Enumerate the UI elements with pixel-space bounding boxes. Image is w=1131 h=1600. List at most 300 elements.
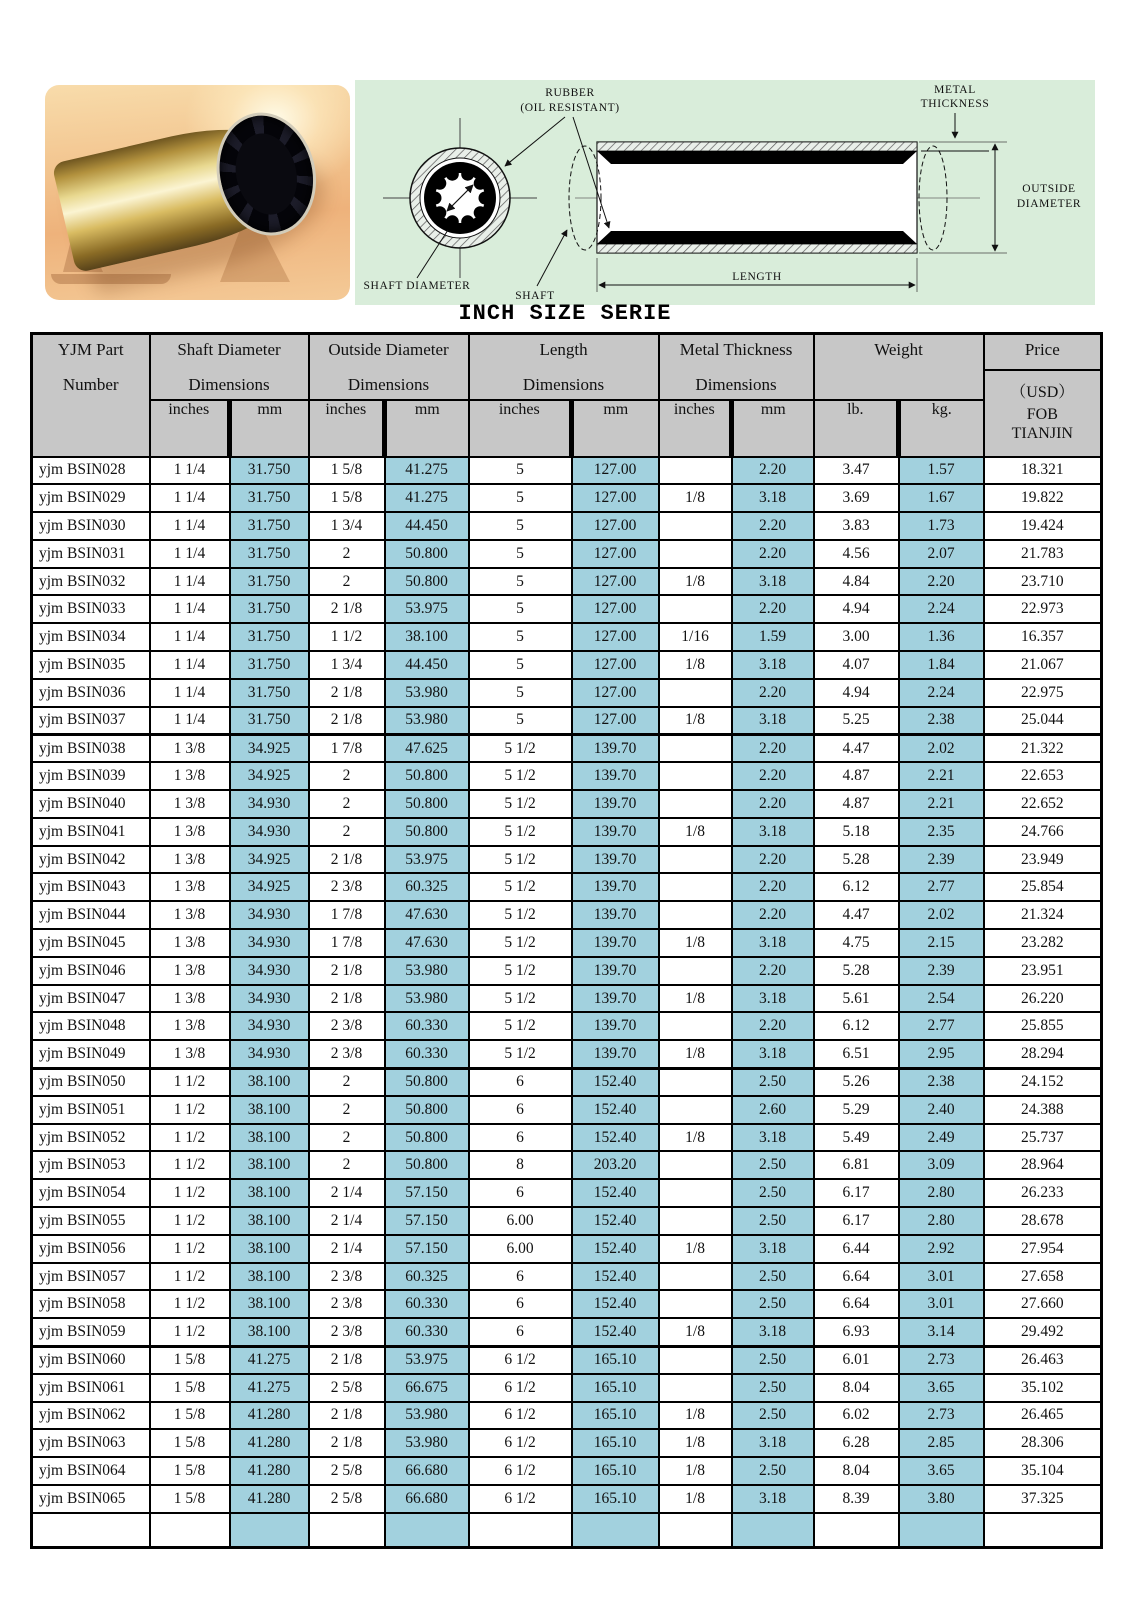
metal-mm	[732, 1513, 814, 1548]
outside-mm: 50.800	[385, 790, 469, 818]
length-mm: 165.10	[572, 1402, 659, 1430]
page-title: INCH SIZE SERIE	[458, 301, 672, 326]
weight-kg: 3.14	[899, 1318, 984, 1346]
metal-mm: 2.50	[732, 1263, 814, 1291]
weight-lb: 5.25	[814, 707, 899, 735]
price-usd: 24.766	[984, 818, 1102, 846]
outside-mm: 66.680	[385, 1485, 469, 1513]
weight-lb: 5.49	[814, 1124, 899, 1152]
length-label: LENGTH	[732, 271, 782, 283]
length-mm: 139.70	[572, 1040, 659, 1068]
metal-inches	[659, 901, 732, 929]
table-row	[32, 651, 1102, 679]
shaft-mm: 34.930	[230, 790, 309, 818]
part-number: yjm BSIN054	[32, 1179, 150, 1207]
length-inches: 5	[469, 651, 572, 679]
metal-mm: 2.20	[732, 679, 814, 707]
weight-lb: 6.93	[814, 1318, 899, 1346]
shaft-inches: 1 3/8	[150, 818, 230, 846]
shaft-inches: 1 1/4	[150, 651, 230, 679]
price-usd: 25.044	[984, 707, 1102, 735]
shaft-inches: 1 1/2	[150, 1207, 230, 1235]
col-group-metal-thickness: Metal Thickness Dimensions	[659, 334, 814, 400]
table-row	[32, 1235, 1102, 1263]
weight-lb: 4.07	[814, 651, 899, 679]
metal-mm: 2.50	[732, 1346, 814, 1374]
price-usd: 27.660	[984, 1290, 1102, 1318]
shaft-mm: 34.930	[230, 985, 309, 1013]
weight-kg: 2.39	[899, 957, 984, 985]
price-usd: 26.463	[984, 1346, 1102, 1374]
weight-kg: 2.49	[899, 1124, 984, 1152]
price-usd: 16.357	[984, 623, 1102, 651]
metal-mm: 2.50	[732, 1151, 814, 1179]
metal-thickness-label-2: THICKNESS	[920, 98, 990, 110]
metal-inches: 1/16	[659, 623, 732, 651]
metal-inches	[659, 1068, 732, 1096]
weight-lb: 4.94	[814, 595, 899, 623]
table-body	[32, 457, 1102, 1548]
metal-mm: 2.20	[732, 595, 814, 623]
length-inches: 6 1/2	[469, 1429, 572, 1457]
length-inches: 5 1/2	[469, 846, 572, 874]
table-row	[32, 957, 1102, 985]
shaft-mm: 38.100	[230, 1124, 309, 1152]
table-row	[32, 1318, 1102, 1346]
outside-mm: 53.980	[385, 679, 469, 707]
weight-lb: 8.39	[814, 1485, 899, 1513]
weight-kg: 2.24	[899, 595, 984, 623]
outside-inches	[309, 1513, 385, 1548]
metal-inches: 1/8	[659, 818, 732, 846]
shaft-mm: 34.930	[230, 929, 309, 957]
shaft-inches: 1 1/2	[150, 1235, 230, 1263]
outside-inches: 2 1/8	[309, 1402, 385, 1430]
shaft-inches	[150, 1513, 230, 1548]
shaft-inches: 1 3/8	[150, 873, 230, 901]
shaft-mm: 31.750	[230, 651, 309, 679]
weight-kg: 2.73	[899, 1402, 984, 1430]
outside-inches: 2 1/4	[309, 1235, 385, 1263]
part-number: yjm BSIN063	[32, 1429, 150, 1457]
part-number: yjm BSIN042	[32, 846, 150, 874]
weight-kg: 2.07	[899, 540, 984, 568]
outside-mm: 60.330	[385, 1012, 469, 1040]
price-usd: 23.282	[984, 929, 1102, 957]
part-number: yjm BSIN045	[32, 929, 150, 957]
length-mm: 139.70	[572, 1012, 659, 1040]
shaft-mm: 34.930	[230, 901, 309, 929]
length-mm: 152.40	[572, 1179, 659, 1207]
weight-lb: 3.83	[814, 512, 899, 540]
shaft-mm: 41.275	[230, 1346, 309, 1374]
length-mm: 139.70	[572, 734, 659, 762]
shaft-inches: 1 5/8	[150, 1429, 230, 1457]
outside-mm: 47.630	[385, 901, 469, 929]
weight-lb	[814, 1513, 899, 1548]
table-row	[32, 623, 1102, 651]
col-header-length-mm: mm	[572, 400, 659, 457]
metal-mm: 1.59	[732, 623, 814, 651]
length-mm: 165.10	[572, 1485, 659, 1513]
price-usd: 37.325	[984, 1485, 1102, 1513]
length-mm: 139.70	[572, 957, 659, 985]
shaft-mm	[230, 1513, 309, 1548]
table-row	[32, 1429, 1102, 1457]
shaft-inches: 1 3/8	[150, 790, 230, 818]
metal-inches	[659, 1207, 732, 1235]
metal-mm: 2.20	[732, 957, 814, 985]
weight-kg: 1.84	[899, 651, 984, 679]
weight-lb: 6.12	[814, 1012, 899, 1040]
metal-mm: 2.20	[732, 790, 814, 818]
length-mm: 165.10	[572, 1429, 659, 1457]
length-inches: 6 1/2	[469, 1374, 572, 1402]
metal-inches	[659, 846, 732, 874]
part-number: yjm BSIN064	[32, 1457, 150, 1485]
weight-kg: 2.77	[899, 873, 984, 901]
metal-inches	[659, 1290, 732, 1318]
length-mm: 127.00	[572, 679, 659, 707]
metal-mm: 2.60	[732, 1096, 814, 1124]
weight-kg: 2.85	[899, 1429, 984, 1457]
outside-inches: 1 5/8	[309, 484, 385, 512]
outside-mm: 47.625	[385, 734, 469, 762]
metal-inches: 1/8	[659, 1457, 732, 1485]
technical-diagram	[355, 80, 1095, 305]
table-row	[32, 1485, 1102, 1513]
shaft-inches: 1 3/8	[150, 985, 230, 1013]
shaft-inches: 1 1/2	[150, 1068, 230, 1096]
metal-inches: 1/8	[659, 1402, 732, 1430]
shaft-label: SHAFT	[515, 290, 555, 302]
length-inches: 6 1/2	[469, 1346, 572, 1374]
shaft-inches: 1 1/4	[150, 512, 230, 540]
col-header-length-inches: inches	[469, 400, 572, 457]
length-inches: 5 1/2	[469, 1012, 572, 1040]
price-usd: 21.783	[984, 540, 1102, 568]
weight-lb: 5.61	[814, 985, 899, 1013]
part-number: yjm BSIN037	[32, 707, 150, 735]
part-number: yjm BSIN057	[32, 1263, 150, 1291]
table-row	[32, 1513, 1102, 1548]
length-mm: 139.70	[572, 846, 659, 874]
weight-lb: 4.47	[814, 901, 899, 929]
length-inches: 5 1/2	[469, 929, 572, 957]
outside-mm	[385, 1513, 469, 1548]
part-number: yjm BSIN041	[32, 818, 150, 846]
shaft-inches: 1 3/8	[150, 929, 230, 957]
table-row	[32, 1012, 1102, 1040]
outside-inches: 2	[309, 1124, 385, 1152]
price-usd: 27.954	[984, 1235, 1102, 1263]
weight-kg: 2.20	[899, 568, 984, 596]
metal-mm: 3.18	[732, 818, 814, 846]
part-number: yjm BSIN035	[32, 651, 150, 679]
weight-kg: 2.80	[899, 1179, 984, 1207]
table-row	[32, 1346, 1102, 1374]
outside-inches: 2 3/8	[309, 873, 385, 901]
metal-inches: 1/8	[659, 1235, 732, 1263]
weight-lb: 6.17	[814, 1179, 899, 1207]
metal-mm: 2.20	[732, 762, 814, 790]
outside-mm: 50.800	[385, 1068, 469, 1096]
table-row	[32, 762, 1102, 790]
shaft-mm: 34.930	[230, 1040, 309, 1068]
outside-inches: 1 3/4	[309, 651, 385, 679]
part-number: yjm BSIN029	[32, 484, 150, 512]
metal-inches	[659, 1151, 732, 1179]
outside-mm: 47.630	[385, 929, 469, 957]
weight-lb: 6.51	[814, 1040, 899, 1068]
part-number: yjm BSIN058	[32, 1290, 150, 1318]
weight-kg: 2.80	[899, 1207, 984, 1235]
metal-inches	[659, 1096, 732, 1124]
part-number: yjm BSIN048	[32, 1012, 150, 1040]
length-inches: 5 1/2	[469, 1040, 572, 1068]
outside-mm: 53.975	[385, 846, 469, 874]
table-row	[32, 679, 1102, 707]
shaft-mm: 31.750	[230, 623, 309, 651]
table-row	[32, 512, 1102, 540]
outside-inches: 2 3/8	[309, 1040, 385, 1068]
part-number: yjm BSIN040	[32, 790, 150, 818]
metal-inches: 1/8	[659, 1040, 732, 1068]
metal-inches	[659, 790, 732, 818]
weight-kg: 2.73	[899, 1346, 984, 1374]
weight-kg	[899, 1513, 984, 1548]
length-inches	[469, 1513, 572, 1548]
metal-mm: 3.18	[732, 1235, 814, 1263]
shaft-mm: 41.280	[230, 1457, 309, 1485]
table-row	[32, 1179, 1102, 1207]
metal-inches	[659, 957, 732, 985]
shaft-inches: 1 1/2	[150, 1318, 230, 1346]
weight-lb: 5.28	[814, 957, 899, 985]
shaft-inches: 1 5/8	[150, 1485, 230, 1513]
weight-lb: 4.84	[814, 568, 899, 596]
shaft-mm: 34.930	[230, 957, 309, 985]
outside-mm: 53.980	[385, 707, 469, 735]
inch-size-table	[30, 332, 1103, 1549]
col-header-part-number: YJM Part Number	[32, 334, 150, 457]
shaft-mm: 38.100	[230, 1263, 309, 1291]
shaft-mm: 38.100	[230, 1151, 309, 1179]
metal-mm: 3.18	[732, 1124, 814, 1152]
table-row	[32, 1040, 1102, 1068]
part-number: yjm BSIN062	[32, 1402, 150, 1430]
table-row	[32, 1068, 1102, 1096]
col-group-shaft-diameter: Shaft Diameter Dimensions	[150, 334, 309, 400]
part-number: yjm BSIN053	[32, 1151, 150, 1179]
price-usd: 25.855	[984, 1012, 1102, 1040]
part-number: yjm BSIN055	[32, 1207, 150, 1235]
weight-lb: 4.75	[814, 929, 899, 957]
col-header-price: Price （USD） FOB TIANJIN	[984, 334, 1102, 457]
metal-inches	[659, 1513, 732, 1548]
metal-inches	[659, 512, 732, 540]
metal-inches	[659, 762, 732, 790]
price-usd: 21.322	[984, 734, 1102, 762]
shaft-mm: 34.930	[230, 818, 309, 846]
metal-inches	[659, 873, 732, 901]
table-row	[32, 707, 1102, 735]
weight-lb: 3.47	[814, 457, 899, 485]
part-number: yjm BSIN052	[32, 1124, 150, 1152]
outside-mm: 50.800	[385, 1151, 469, 1179]
outside-inches: 1 3/4	[309, 512, 385, 540]
metal-mm: 3.18	[732, 1429, 814, 1457]
col-header-weight-lb: lb.	[814, 400, 899, 457]
length-mm: 127.00	[572, 568, 659, 596]
part-number: yjm BSIN032	[32, 568, 150, 596]
shaft-mm: 38.100	[230, 1179, 309, 1207]
outside-inches: 2 1/8	[309, 957, 385, 985]
outside-inches: 1 7/8	[309, 901, 385, 929]
length-inches: 6	[469, 1290, 572, 1318]
outside-mm: 66.675	[385, 1374, 469, 1402]
length-mm: 139.70	[572, 901, 659, 929]
outside-inches: 2 3/8	[309, 1318, 385, 1346]
part-number: yjm BSIN038	[32, 734, 150, 762]
table-row	[32, 540, 1102, 568]
metal-inches: 1/8	[659, 929, 732, 957]
weight-lb: 5.18	[814, 818, 899, 846]
metal-mm: 3.18	[732, 707, 814, 735]
metal-inches	[659, 1263, 732, 1291]
outside-mm: 60.325	[385, 1263, 469, 1291]
length-inches: 6 1/2	[469, 1402, 572, 1430]
weight-kg: 2.21	[899, 790, 984, 818]
length-inches: 5	[469, 457, 572, 485]
shaft-inches: 1 1/4	[150, 457, 230, 485]
shaft-inches: 1 5/8	[150, 1402, 230, 1430]
outside-inches: 2 1/8	[309, 595, 385, 623]
table-row	[32, 790, 1102, 818]
table-row	[32, 929, 1102, 957]
shaft-inches: 1 1/4	[150, 484, 230, 512]
weight-kg: 1.36	[899, 623, 984, 651]
price-usd: 22.653	[984, 762, 1102, 790]
table-row	[32, 484, 1102, 512]
weight-kg: 2.24	[899, 679, 984, 707]
length-mm: 139.70	[572, 929, 659, 957]
shaft-mm: 38.100	[230, 1096, 309, 1124]
outside-mm: 53.975	[385, 595, 469, 623]
outside-inches: 2 5/8	[309, 1457, 385, 1485]
length-mm: 127.00	[572, 540, 659, 568]
shaft-inches: 1 1/2	[150, 1179, 230, 1207]
shaft-diameter-label: SHAFT DIAMETER	[363, 280, 471, 292]
shaft-mm: 38.100	[230, 1068, 309, 1096]
outside-inches: 1 7/8	[309, 929, 385, 957]
weight-lb: 8.04	[814, 1457, 899, 1485]
weight-kg: 2.38	[899, 1068, 984, 1096]
length-mm	[572, 1513, 659, 1548]
metal-inches: 1/8	[659, 1318, 732, 1346]
price-usd: 19.822	[984, 484, 1102, 512]
weight-kg: 2.40	[899, 1096, 984, 1124]
outside-mm: 53.980	[385, 1429, 469, 1457]
weight-lb: 4.87	[814, 790, 899, 818]
part-number: yjm BSIN028	[32, 457, 150, 485]
part-number: yjm BSIN047	[32, 985, 150, 1013]
part-number	[32, 1513, 150, 1548]
shaft-inches: 1 3/8	[150, 901, 230, 929]
weight-kg: 2.02	[899, 734, 984, 762]
weight-kg: 2.15	[899, 929, 984, 957]
outside-mm: 60.330	[385, 1318, 469, 1346]
part-number: yjm BSIN034	[32, 623, 150, 651]
shaft-mm: 34.925	[230, 734, 309, 762]
col-group-weight: Weight	[814, 334, 984, 400]
part-number: yjm BSIN044	[32, 901, 150, 929]
shaft-inches: 1 1/2	[150, 1124, 230, 1152]
part-number: yjm BSIN031	[32, 540, 150, 568]
outside-mm: 60.330	[385, 1290, 469, 1318]
shaft-inches: 1 5/8	[150, 1374, 230, 1402]
weight-kg: 3.01	[899, 1290, 984, 1318]
price-usd: 35.102	[984, 1374, 1102, 1402]
length-mm: 203.20	[572, 1151, 659, 1179]
weight-kg: 2.38	[899, 707, 984, 735]
weight-lb: 6.02	[814, 1402, 899, 1430]
length-mm: 165.10	[572, 1457, 659, 1485]
table-row	[32, 985, 1102, 1013]
col-group-length: Length Dimensions	[469, 334, 659, 400]
shaft-inches: 1 3/8	[150, 734, 230, 762]
weight-lb: 4.94	[814, 679, 899, 707]
weight-kg: 1.57	[899, 457, 984, 485]
part-number: yjm BSIN056	[32, 1235, 150, 1263]
shaft-mm: 38.100	[230, 1318, 309, 1346]
weight-kg: 3.09	[899, 1151, 984, 1179]
metal-mm: 3.18	[732, 929, 814, 957]
length-inches: 5 1/2	[469, 734, 572, 762]
weight-lb: 6.28	[814, 1429, 899, 1457]
metal-inches: 1/8	[659, 651, 732, 679]
outside-mm: 38.100	[385, 623, 469, 651]
metal-inches	[659, 595, 732, 623]
outside-inches: 2 3/8	[309, 1012, 385, 1040]
shaft-mm: 31.750	[230, 679, 309, 707]
metal-mm: 2.20	[732, 734, 814, 762]
metal-inches: 1/8	[659, 1429, 732, 1457]
shaft-inches: 1 1/2	[150, 1290, 230, 1318]
weight-lb: 6.64	[814, 1263, 899, 1291]
price-usd: 18.321	[984, 457, 1102, 485]
metal-mm: 2.50	[732, 1290, 814, 1318]
length-mm: 152.40	[572, 1207, 659, 1235]
price-usd: 26.220	[984, 985, 1102, 1013]
length-mm: 152.40	[572, 1263, 659, 1291]
price-usd: 28.306	[984, 1429, 1102, 1457]
shaft-mm: 31.750	[230, 484, 309, 512]
length-inches: 5	[469, 595, 572, 623]
length-mm: 152.40	[572, 1235, 659, 1263]
outside-mm: 41.275	[385, 457, 469, 485]
outside-inches: 2	[309, 1068, 385, 1096]
shaft-inches: 1 3/8	[150, 1040, 230, 1068]
outside-mm: 44.450	[385, 512, 469, 540]
outside-mm: 44.450	[385, 651, 469, 679]
rubber-label-2: (OIL RESISTANT)	[520, 102, 620, 114]
length-mm: 165.10	[572, 1346, 659, 1374]
outside-mm: 50.800	[385, 1096, 469, 1124]
metal-inches: 1/8	[659, 1124, 732, 1152]
length-inches: 5	[469, 679, 572, 707]
outside-inches: 2 5/8	[309, 1374, 385, 1402]
